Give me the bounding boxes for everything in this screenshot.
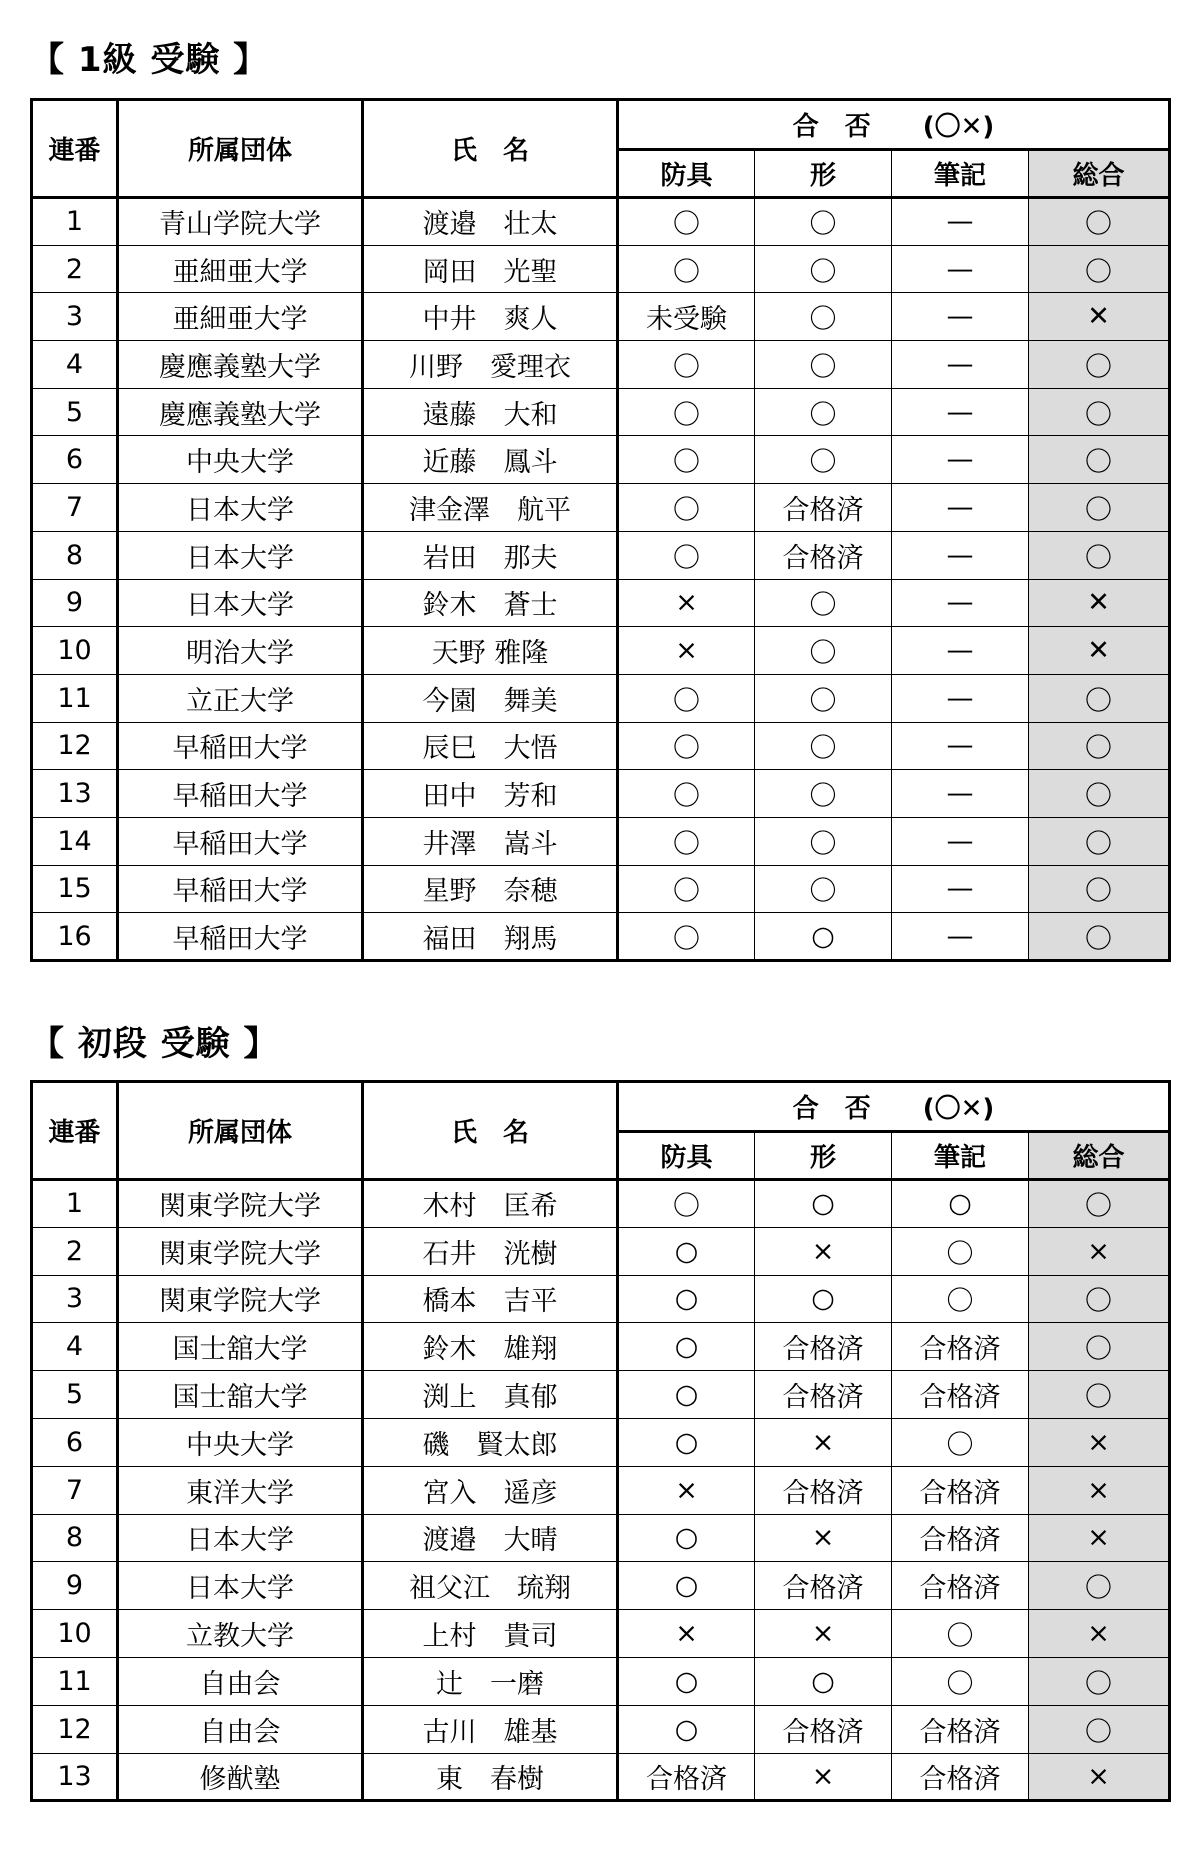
cell-name: 渡邉 大晴 — [363, 1514, 618, 1562]
header-name: 氏 名 — [363, 100, 618, 198]
cell-hikki: 合格済 — [892, 1466, 1029, 1514]
header-result-group: 合 否 (〇✕) — [618, 100, 1170, 150]
cell-hikki: — — [892, 531, 1029, 579]
header-sogo: 総合 — [1029, 1132, 1170, 1180]
cell-bogu: ○ — [618, 1562, 755, 1610]
header-org: 所属団体 — [118, 100, 363, 198]
cell-org: 日本大学 — [118, 484, 363, 532]
cell-sogo: 〇 — [1029, 722, 1170, 770]
cell-kata: 〇 — [755, 627, 892, 675]
cell-kata: 〇 — [755, 245, 892, 293]
cell-org: 明治大学 — [118, 627, 363, 675]
cell-sogo: 〇 — [1029, 770, 1170, 818]
cell-org: 国士舘大学 — [118, 1323, 363, 1371]
cell-no: 7 — [32, 1466, 118, 1514]
cell-sogo: × — [1029, 1753, 1170, 1801]
cell-bogu: × — [618, 1610, 755, 1658]
cell-bogu: 〇 — [618, 436, 755, 484]
cell-org: 自由会 — [118, 1705, 363, 1753]
cell-name: 橋本 吉平 — [363, 1275, 618, 1323]
cell-hikki: 合格済 — [892, 1514, 1029, 1562]
table-row — [32, 293, 1170, 341]
cell-bogu: 〇 — [618, 817, 755, 865]
table-row — [32, 770, 1170, 818]
cell-name: 上村 貴司 — [363, 1610, 618, 1658]
cell-kata: ○ — [755, 1657, 892, 1705]
cell-name: 磯 賢太郎 — [363, 1418, 618, 1466]
cell-name: 岡田 光聖 — [363, 245, 618, 293]
cell-name: 祖父江 琉翔 — [363, 1562, 618, 1610]
cell-bogu: 未受験 — [618, 293, 755, 341]
cell-hikki: — — [892, 436, 1029, 484]
cell-kata: 〇 — [755, 674, 892, 722]
cell-sogo: 〇 — [1029, 1323, 1170, 1371]
results-table-shodan — [30, 1080, 1171, 1802]
cell-sogo: × — [1029, 1418, 1170, 1466]
cell-sogo: 〇 — [1029, 245, 1170, 293]
cell-kata: ○ — [755, 1180, 892, 1228]
cell-sogo: 〇 — [1029, 1657, 1170, 1705]
cell-hikki: — — [892, 674, 1029, 722]
cell-no: 5 — [32, 1371, 118, 1419]
cell-name: 井澤 嵩斗 — [363, 817, 618, 865]
cell-sogo: 〇 — [1029, 436, 1170, 484]
table-row — [32, 531, 1170, 579]
cell-sogo: 〇 — [1029, 1275, 1170, 1323]
cell-kata: 〇 — [755, 722, 892, 770]
table-row — [32, 722, 1170, 770]
cell-bogu: 〇 — [618, 484, 755, 532]
cell-org: 早稲田大学 — [118, 722, 363, 770]
cell-bogu: 〇 — [618, 245, 755, 293]
cell-sogo: 〇 — [1029, 388, 1170, 436]
table-row — [32, 1514, 1170, 1562]
results-table-1kyu — [30, 98, 1171, 962]
cell-org: 亜細亜大学 — [118, 245, 363, 293]
header-no: 連番 — [32, 1082, 118, 1180]
cell-bogu: 〇 — [618, 198, 755, 246]
cell-sogo: 〇 — [1029, 817, 1170, 865]
cell-org: 早稲田大学 — [118, 817, 363, 865]
cell-bogu: ○ — [618, 1275, 755, 1323]
cell-org: 日本大学 — [118, 1562, 363, 1610]
table-body — [32, 1180, 1170, 1801]
cell-hikki: — — [892, 579, 1029, 627]
cell-no: 10 — [32, 627, 118, 675]
cell-kata: 合格済 — [755, 1562, 892, 1610]
cell-no: 15 — [32, 865, 118, 913]
header-kata: 形 — [755, 1132, 892, 1180]
cell-hikki: 合格済 — [892, 1371, 1029, 1419]
cell-org: 慶應義塾大学 — [118, 341, 363, 389]
cell-org: 亜細亜大学 — [118, 293, 363, 341]
cell-bogu: 〇 — [618, 1180, 755, 1228]
cell-bogu: × — [618, 579, 755, 627]
table-row — [32, 817, 1170, 865]
cell-no: 4 — [32, 341, 118, 389]
cell-name: 東 春樹 — [363, 1753, 618, 1801]
cell-kata: × — [755, 1418, 892, 1466]
cell-bogu: 〇 — [618, 341, 755, 389]
cell-org: 慶應義塾大学 — [118, 388, 363, 436]
cell-kata: 〇 — [755, 341, 892, 389]
cell-no: 11 — [32, 674, 118, 722]
table-row — [32, 1562, 1170, 1610]
cell-sogo: 〇 — [1029, 198, 1170, 246]
cell-no: 2 — [32, 245, 118, 293]
table-row — [32, 1180, 1170, 1228]
table-row — [32, 579, 1170, 627]
cell-bogu: ○ — [618, 1514, 755, 1562]
cell-bogu: 〇 — [618, 674, 755, 722]
table-row — [32, 484, 1170, 532]
cell-hikki: — — [892, 388, 1029, 436]
cell-name: 鈴木 雄翔 — [363, 1323, 618, 1371]
cell-name: 渡邉 壮太 — [363, 198, 618, 246]
header-name: 氏 名 — [363, 1082, 618, 1180]
table-row — [32, 1418, 1170, 1466]
cell-bogu: ○ — [618, 1418, 755, 1466]
cell-no: 3 — [32, 1275, 118, 1323]
table-row — [32, 1275, 1170, 1323]
cell-name: 遠藤 大和 — [363, 388, 618, 436]
cell-hikki: — — [892, 293, 1029, 341]
table-row — [32, 1227, 1170, 1275]
cell-kata: × — [755, 1227, 892, 1275]
section-title-1kyu: 【 1級 受験 】 — [30, 40, 269, 80]
cell-kata: 〇 — [755, 198, 892, 246]
cell-bogu: ○ — [618, 1323, 755, 1371]
cell-sogo: ✕ — [1029, 293, 1170, 341]
cell-name: 古川 雄基 — [363, 1705, 618, 1753]
cell-name: 福田 翔馬 — [363, 913, 618, 961]
cell-no: 6 — [32, 436, 118, 484]
cell-bogu: 合格済 — [618, 1753, 755, 1801]
cell-name: 石井 洸樹 — [363, 1227, 618, 1275]
cell-org: 東洋大学 — [118, 1466, 363, 1514]
header-org: 所属団体 — [118, 1082, 363, 1180]
header-result-group: 合 否 (〇✕) — [618, 1082, 1170, 1132]
cell-kata: 〇 — [755, 865, 892, 913]
cell-kata: 〇 — [755, 770, 892, 818]
cell-sogo: 〇 — [1029, 1562, 1170, 1610]
cell-name: 中井 爽人 — [363, 293, 618, 341]
table-row — [32, 913, 1170, 961]
cell-org: 関東学院大学 — [118, 1227, 363, 1275]
table-row — [32, 198, 1170, 246]
cell-bogu: 〇 — [618, 531, 755, 579]
header-hikki: 筆記 — [892, 1132, 1029, 1180]
table-row — [32, 1657, 1170, 1705]
table-row — [32, 388, 1170, 436]
cell-name: 鈴木 蒼士 — [363, 579, 618, 627]
cell-no: 5 — [32, 388, 118, 436]
cell-no: 14 — [32, 817, 118, 865]
header-kata: 形 — [755, 150, 892, 198]
cell-no: 8 — [32, 1514, 118, 1562]
cell-kata: 合格済 — [755, 1705, 892, 1753]
cell-hikki: 〇 — [892, 1275, 1029, 1323]
cell-org: 修猷塾 — [118, 1753, 363, 1801]
cell-bogu: 〇 — [618, 770, 755, 818]
header-bogu: 防具 — [618, 150, 755, 198]
cell-kata: × — [755, 1610, 892, 1658]
cell-no: 9 — [32, 1562, 118, 1610]
cell-bogu: 〇 — [618, 388, 755, 436]
cell-hikki: 〇 — [892, 1227, 1029, 1275]
cell-kata: 〇 — [755, 817, 892, 865]
cell-sogo: 〇 — [1029, 865, 1170, 913]
cell-name: 天野 雅隆 — [363, 627, 618, 675]
cell-no: 13 — [32, 1753, 118, 1801]
cell-kata: 〇 — [755, 436, 892, 484]
cell-no: 16 — [32, 913, 118, 961]
cell-no: 11 — [32, 1657, 118, 1705]
cell-sogo: 〇 — [1029, 1180, 1170, 1228]
cell-kata: × — [755, 1514, 892, 1562]
cell-sogo: ✕ — [1029, 579, 1170, 627]
table-row — [32, 674, 1170, 722]
cell-kata: ○ — [755, 1275, 892, 1323]
cell-kata: 〇 — [755, 293, 892, 341]
table-row — [32, 1371, 1170, 1419]
cell-sogo: ✕ — [1029, 627, 1170, 675]
cell-hikki: 合格済 — [892, 1705, 1029, 1753]
table-row — [32, 1323, 1170, 1371]
cell-hikki: — — [892, 913, 1029, 961]
cell-org: 立教大学 — [118, 1610, 363, 1658]
cell-hikki: ○ — [892, 1180, 1029, 1228]
cell-name: 岩田 那夫 — [363, 531, 618, 579]
cell-sogo: 〇 — [1029, 1371, 1170, 1419]
cell-no: 7 — [32, 484, 118, 532]
cell-hikki: 合格済 — [892, 1562, 1029, 1610]
cell-bogu: 〇 — [618, 722, 755, 770]
cell-bogu: ○ — [618, 1705, 755, 1753]
table-row — [32, 1705, 1170, 1753]
table-row — [32, 865, 1170, 913]
cell-sogo: 〇 — [1029, 674, 1170, 722]
cell-sogo: × — [1029, 1514, 1170, 1562]
table-row — [32, 1610, 1170, 1658]
table-row — [32, 627, 1170, 675]
cell-name: 辰巳 大悟 — [363, 722, 618, 770]
cell-sogo: × — [1029, 1466, 1170, 1514]
cell-name: 辻 一磨 — [363, 1657, 618, 1705]
cell-org: 関東学院大学 — [118, 1180, 363, 1228]
cell-bogu: 〇 — [618, 913, 755, 961]
cell-hikki: 〇 — [892, 1657, 1029, 1705]
cell-kata: × — [755, 1753, 892, 1801]
section-title-shodan: 【 初段 受験 】 — [30, 1024, 279, 1064]
header-no: 連番 — [32, 100, 118, 198]
header-bogu: 防具 — [618, 1132, 755, 1180]
cell-sogo: 〇 — [1029, 531, 1170, 579]
cell-hikki: 〇 — [892, 1610, 1029, 1658]
cell-bogu: 〇 — [618, 865, 755, 913]
cell-hikki: — — [892, 198, 1029, 246]
cell-no: 3 — [32, 293, 118, 341]
cell-hikki: — — [892, 627, 1029, 675]
cell-no: 10 — [32, 1610, 118, 1658]
cell-no: 12 — [32, 722, 118, 770]
table-body — [32, 198, 1170, 961]
cell-no: 1 — [32, 198, 118, 246]
cell-hikki: — — [892, 722, 1029, 770]
cell-org: 中央大学 — [118, 1418, 363, 1466]
table-row — [32, 1466, 1170, 1514]
cell-sogo: × — [1029, 1610, 1170, 1658]
cell-hikki: — — [892, 484, 1029, 532]
cell-org: 青山学院大学 — [118, 198, 363, 246]
cell-hikki: 合格済 — [892, 1323, 1029, 1371]
cell-name: 渕上 真郁 — [363, 1371, 618, 1419]
cell-org: 中央大学 — [118, 436, 363, 484]
cell-org: 早稲田大学 — [118, 865, 363, 913]
cell-bogu: × — [618, 627, 755, 675]
cell-org: 自由会 — [118, 1657, 363, 1705]
cell-name: 宮入 遥彦 — [363, 1466, 618, 1514]
cell-hikki: 〇 — [892, 1418, 1029, 1466]
cell-sogo: 〇 — [1029, 484, 1170, 532]
cell-kata: 〇 — [755, 579, 892, 627]
cell-bogu: ○ — [618, 1657, 755, 1705]
cell-name: 星野 奈穂 — [363, 865, 618, 913]
cell-hikki: — — [892, 341, 1029, 389]
cell-no: 13 — [32, 770, 118, 818]
cell-org: 国士舘大学 — [118, 1371, 363, 1419]
cell-bogu: × — [618, 1466, 755, 1514]
cell-sogo: × — [1029, 1227, 1170, 1275]
cell-org: 関東学院大学 — [118, 1275, 363, 1323]
cell-org: 日本大学 — [118, 579, 363, 627]
header-hikki: 筆記 — [892, 150, 1029, 198]
cell-bogu: ○ — [618, 1371, 755, 1419]
cell-name: 今園 舞美 — [363, 674, 618, 722]
cell-no: 1 — [32, 1180, 118, 1228]
cell-org: 立正大学 — [118, 674, 363, 722]
cell-hikki: — — [892, 770, 1029, 818]
cell-name: 津金澤 航平 — [363, 484, 618, 532]
cell-no: 9 — [32, 579, 118, 627]
cell-name: 川野 愛理衣 — [363, 341, 618, 389]
cell-name: 木村 匡希 — [363, 1180, 618, 1228]
cell-org: 日本大学 — [118, 531, 363, 579]
cell-no: 6 — [32, 1418, 118, 1466]
cell-kata: ○ — [755, 913, 892, 961]
table-row — [32, 1753, 1170, 1801]
cell-name: 田中 芳和 — [363, 770, 618, 818]
header-sogo: 総合 — [1029, 150, 1170, 198]
cell-kata: 合格済 — [755, 1371, 892, 1419]
cell-sogo: 〇 — [1029, 341, 1170, 389]
cell-hikki: — — [892, 865, 1029, 913]
cell-hikki: — — [892, 817, 1029, 865]
table-row — [32, 436, 1170, 484]
cell-bogu: ○ — [618, 1227, 755, 1275]
cell-name: 近藤 鳳斗 — [363, 436, 618, 484]
cell-kata: 合格済 — [755, 1323, 892, 1371]
cell-org: 早稲田大学 — [118, 770, 363, 818]
cell-kata: 合格済 — [755, 484, 892, 532]
cell-org: 日本大学 — [118, 1514, 363, 1562]
cell-no: 8 — [32, 531, 118, 579]
cell-no: 4 — [32, 1323, 118, 1371]
cell-hikki: — — [892, 245, 1029, 293]
table-row — [32, 245, 1170, 293]
cell-kata: 合格済 — [755, 1466, 892, 1514]
cell-no: 12 — [32, 1705, 118, 1753]
cell-kata: 〇 — [755, 388, 892, 436]
cell-hikki: 合格済 — [892, 1753, 1029, 1801]
cell-kata: 合格済 — [755, 531, 892, 579]
cell-sogo: 〇 — [1029, 913, 1170, 961]
cell-sogo: 〇 — [1029, 1705, 1170, 1753]
table-row — [32, 341, 1170, 389]
cell-org: 早稲田大学 — [118, 913, 363, 961]
cell-no: 2 — [32, 1227, 118, 1275]
